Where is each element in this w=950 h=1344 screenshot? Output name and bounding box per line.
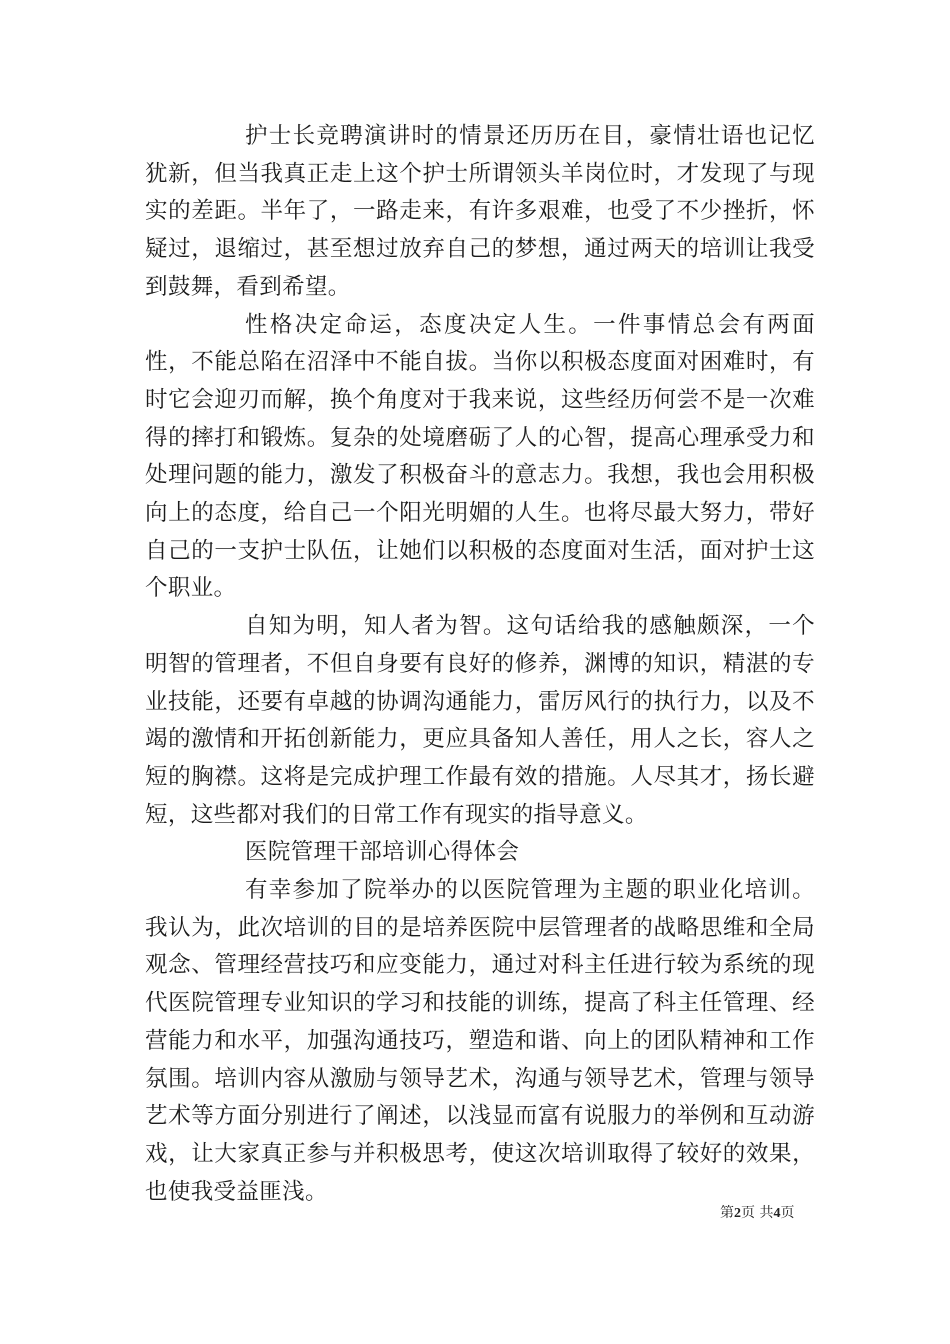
section-title: 医院管理干部培训心得体会 [245,839,520,866]
document-body [145,118,815,1211]
footer-middle: 页 共 [741,1205,774,1221]
footer-current-page: 2 [734,1206,741,1221]
paragraph-1: 护士长竞聘演讲时的情景还历历在目，豪情壮语也记忆犹新，但当我真正走上这个护士所谓领头羊岗位时，才发现了与现实的差距。半年了，一路走来，有许多艰难，也受了不少挫折，怀疑过，退缩过，甚至想过放弃自己的梦想，通过两天的培训让我受到鼓舞，看到希望。 [145,123,815,300]
paragraph-2: 性格决定命运，态度决定人生。一件事情总会有两面性，不能总陷在沼泽中不能自拔。当你以积极态度面对困难时，有时它会迎刃而解，换个角度对于我来说，这些经历何尝不是一次难得的摔打和锻炼。复杂的处境磨砺了人的心智，提高心理承受力和处理问题的能力，激发了积极奋斗的意志力。我想，我也会用积极向上的态度，给自己一个阳光明媚的人生。也将尽最大努力，带好自己的一支护士队伍，让她们以积极的态度面对生活，面对护士这个职业。 [145,311,815,602]
footer-prefix: 第 [720,1205,734,1221]
footer-suffix: 页 [780,1205,795,1221]
paragraph-3: 自知为明，知人者为智。这句话给我的感触颇深，一个明智的管理者，不但自身要有良好的修养，渊博的知识，精湛的专业技能，还要有卓越的协调沟通能力，雷厉风行的执行力，以及不竭的激情和开拓创新能力，更应具备知人善任，用人之长，容人之短的胸襟。这将是完成护理工作最有效的措施。人尽其才，扬长避短，这些都对我们的日常工作有现实的指导意义。 [145,613,815,828]
footer-total-pages: 4 [773,1206,781,1221]
section-paragraph-1: 有幸参加了院举办的以医院管理为主题的职业化培训。我认为，此次培训的目的是培养医院中层管理者的战略思维和全局观念、管理经营技巧和应变能力，通过对科主任进行较为系统的现代医院管理专业知识的学习和技能的训练，提高了科主任管理、经营能力和水平，加强沟通技巧，塑造和谐、向上的团队精神和工作氛围。培训内容从激励与领导艺术，沟通与领导艺术，管理与领导艺术等方面分别进行了阐述，以浅显而富有说服力的举例和互动游戏，让大家真正参与并积极思考，使这次培训取得了较好的效果，也使我受益匪浅。 [145,877,815,1205]
page-footer [720,1204,794,1223]
